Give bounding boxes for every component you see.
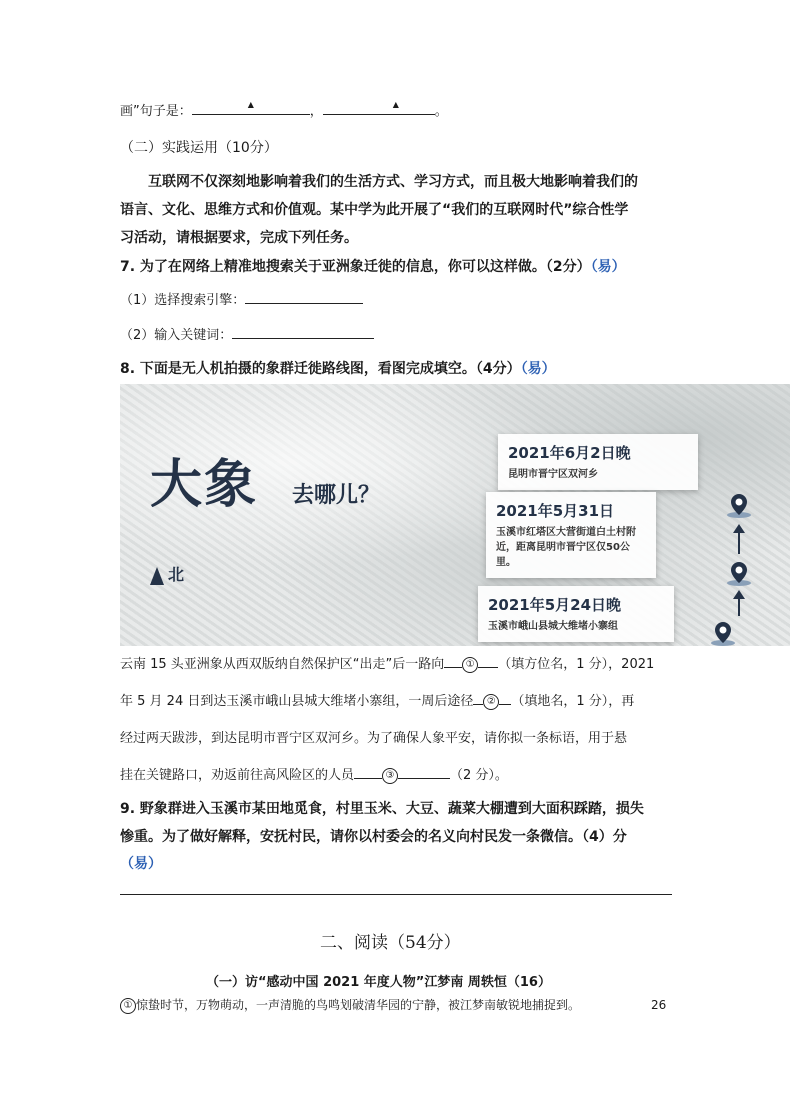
question-7-sub-2: （2）输入关键词： <box>120 324 374 343</box>
map-subtitle: 去哪儿？ <box>292 483 381 508</box>
elephant-route-map <box>120 384 790 646</box>
question-8-body-line: 云南 15 头亚洲象从西双版纳自然保护区“出走”后一路向 ① （填方位名，1 分），2021 <box>120 653 654 673</box>
location-pin-icon <box>710 620 736 646</box>
keyword-blank[interactable] <box>232 324 374 339</box>
direction-blank-tail[interactable] <box>478 653 498 668</box>
answer-blank-2[interactable]: ▲ <box>323 100 435 115</box>
place-blank[interactable] <box>473 690 483 705</box>
page-number: 26 <box>651 998 667 1012</box>
north-arrow-icon <box>150 567 164 585</box>
route-card: 2021年5月24日晚 玉溪市峨山县城大维堵小寨组 <box>478 586 674 642</box>
route-arrow-icon <box>738 598 740 616</box>
reading-section-title: 二、阅读（54分） <box>320 933 461 953</box>
divider <box>120 894 672 895</box>
map-title: 大象 <box>150 455 259 515</box>
question-8-body-line: 挂在关键路口，劝返前往高风险区的人员 ③ （2 分）。 <box>120 764 508 784</box>
reading-passage-title: （一）访“感动中国 2021 年度人物”江梦南 周轶恒（16） <box>206 975 551 990</box>
difficulty-tag: （易） <box>520 361 556 377</box>
difficulty-tag: （易） <box>120 856 162 872</box>
intro-paragraph-line: 语言、文化、思维方式和价值观。某中学为此开展了“我们的互联网时代”综合性学 <box>120 202 629 218</box>
question-8-body-line: 年 5 月 24 日到达玉溪市峨山县城大维堵小寨组，一周后途径 ② （填地名，1 分），再 <box>120 690 634 710</box>
slogan-blank[interactable] <box>354 764 382 779</box>
location-pin-icon <box>726 492 752 518</box>
question-8-body-line: 经过两天跋涉，到达昆明市晋宁区双河乡。为了确保人象平安，请你拟一条标语，用于悬 <box>120 731 628 746</box>
question-8: 8. 下面是无人机拍摄的象群迁徙路线图，看图完成填空。（4分）（易） <box>120 361 556 377</box>
direction-blank[interactable] <box>444 653 462 668</box>
north-indicator: 北 <box>150 562 184 585</box>
intro-paragraph-line: 互联网不仅深刻地影响着我们的生活方式、学习方式，而且极大地影响着我们的 <box>148 174 638 190</box>
question-9: 惨重。为了做好解释，安抚村民，请你以村委会的名义向村民发一条微信。（4）分 <box>120 829 627 845</box>
location-pin-icon <box>726 560 752 586</box>
difficulty-tag: （易） <box>590 259 626 275</box>
section-title: （二）实践运用（10分） <box>120 140 278 156</box>
place-blank-tail[interactable] <box>499 690 511 705</box>
question-9: 9. 野象群进入玉溪市某田地觅食，村里玉米、大豆、蔬菜大棚遭到大面积踩踏，损失 <box>120 801 644 817</box>
reading-paragraph: ① 惊蛰时节，万物萌动，一声清脆的鸟鸣划破清华园的宁静，被江梦南敏锐地捕捉到。 <box>120 996 580 1014</box>
slogan-blank-tail[interactable] <box>398 764 450 779</box>
route-card: 2021年6月2日晚 昆明市晋宁区双河乡 <box>498 434 698 490</box>
question-7: 7. 为了在网络上精准地搜索关于亚洲象迁徙的信息，你可以这样做。（2分）（易） <box>120 259 626 275</box>
route-card: 2021年5月31日 玉溪市红塔区大营街道白土村附近，距离昆明市晋宁区仅50公里。 <box>486 492 656 578</box>
route-arrow-icon <box>738 532 740 554</box>
answer-blank-1[interactable]: ▲ <box>192 100 310 115</box>
intro-paragraph-line: 习活动，请根据要求，完成下列任务。 <box>120 230 358 246</box>
search-engine-blank[interactable] <box>245 289 363 304</box>
answer-line-sentences: 画”句子是： ▲ ， ▲ 。 <box>120 100 448 119</box>
question-7-sub-1: （1）选择搜索引擎： <box>120 289 363 308</box>
